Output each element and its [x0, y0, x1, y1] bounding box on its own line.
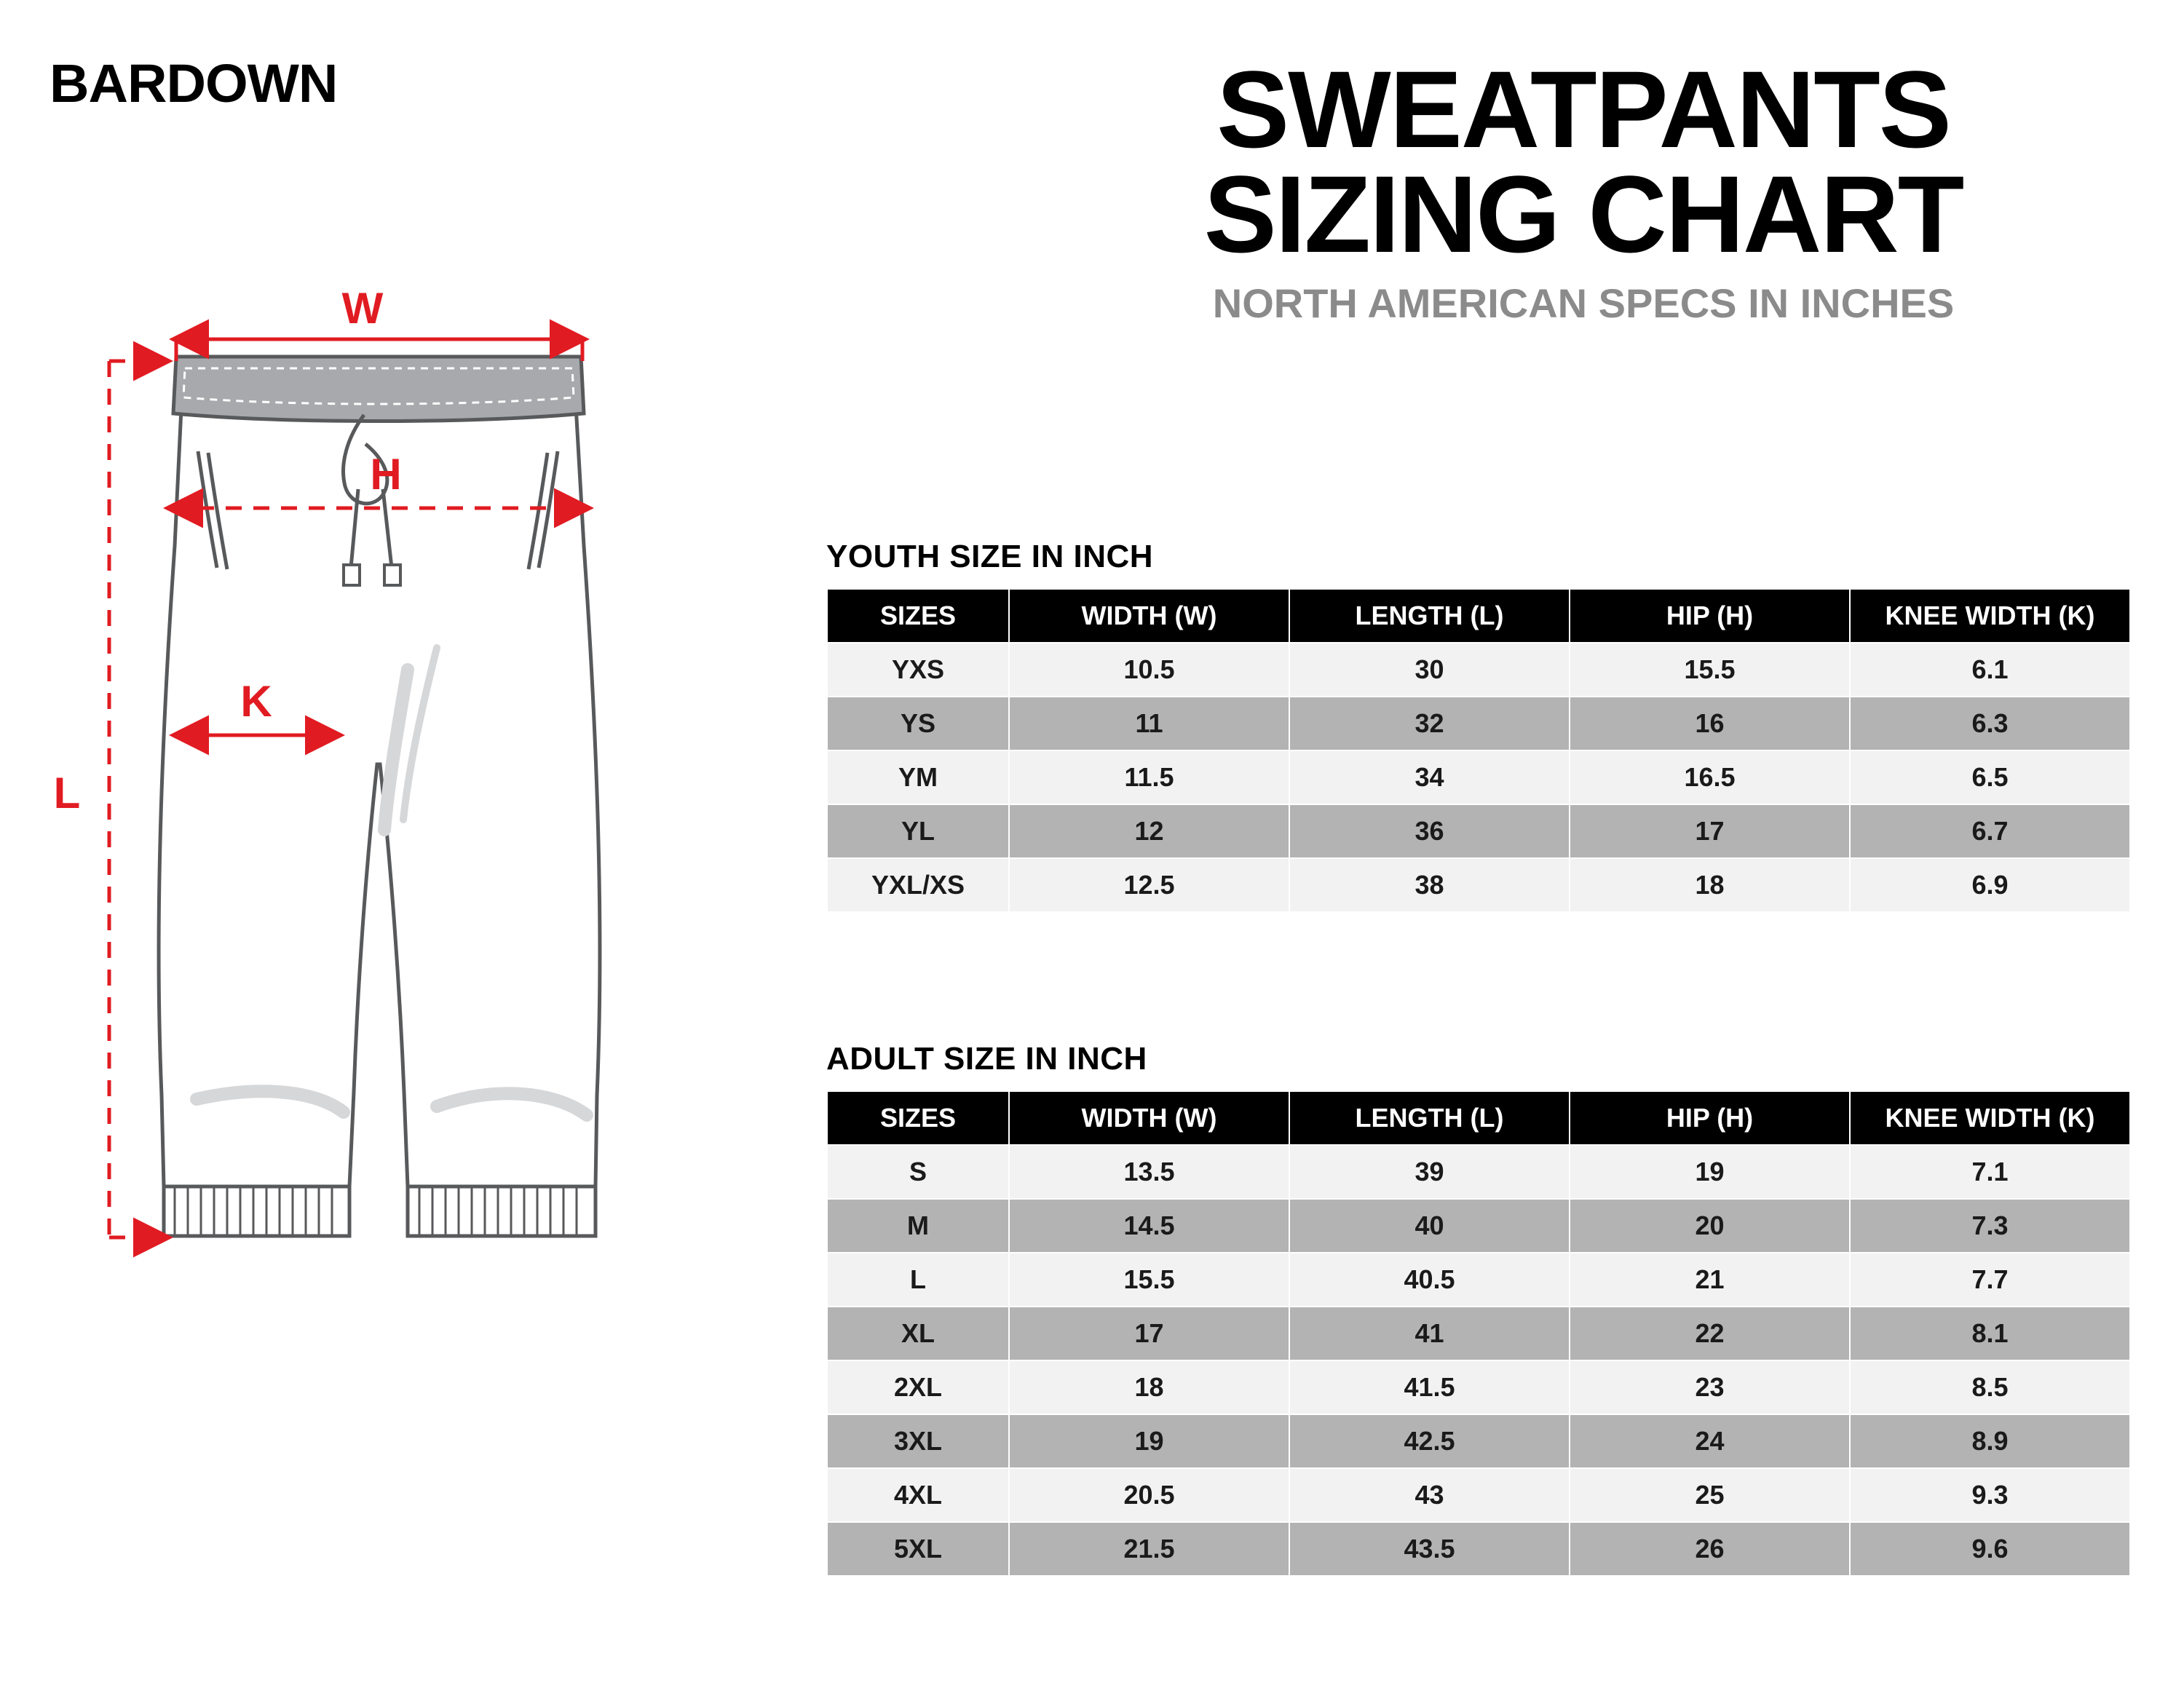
cell-length: 41: [1289, 1307, 1570, 1360]
table-row: [827, 697, 2130, 750]
adult-size-section: [826, 1041, 2129, 1577]
cell-length: 40: [1289, 1199, 1570, 1253]
page-subtitle: NORTH AMERICAN SPECS IN INCHES: [1212, 280, 1955, 326]
cell-knee: 8.9: [1850, 1414, 2130, 1468]
cell-width: 18: [1009, 1360, 1289, 1414]
cell-hip: 21: [1570, 1253, 1850, 1307]
table-row: [827, 1199, 2130, 1253]
column-header-width: WIDTH (W): [1009, 589, 1289, 643]
cell-size: YXL/XS: [827, 858, 1009, 912]
cell-length: 43.5: [1289, 1522, 1570, 1576]
cell-width: 11: [1009, 697, 1289, 750]
column-header-knee-width: KNEE WIDTH (K): [1850, 1091, 2130, 1145]
cell-hip: 18: [1570, 858, 1850, 912]
cell-size: 3XL: [827, 1414, 1009, 1468]
youth-size-table: [826, 588, 2131, 913]
table-header-row: [827, 589, 2130, 643]
cell-length: 36: [1289, 804, 1570, 858]
cell-hip: 19: [1570, 1145, 1850, 1199]
brand-logo: BARDOWN: [50, 53, 338, 114]
cell-width: 19: [1009, 1414, 1289, 1468]
cell-knee: 7.1: [1850, 1145, 2130, 1199]
cell-size: L: [827, 1253, 1009, 1307]
cell-hip: 23: [1570, 1360, 1850, 1414]
column-header-length: LENGTH (L): [1289, 589, 1570, 643]
label-width: W: [341, 284, 384, 333]
cell-hip: 16.5: [1570, 750, 1850, 804]
page-title-line-1: SWEATPANTS: [1216, 48, 1950, 170]
cell-length: 34: [1289, 750, 1570, 804]
sweatpants-diagram: [53, 284, 954, 1419]
cell-size: 5XL: [827, 1522, 1009, 1576]
cell-length: 43: [1289, 1468, 1570, 1522]
cell-knee: 6.9: [1850, 858, 2130, 912]
table-row: [827, 1253, 2130, 1307]
cell-knee: 7.7: [1850, 1253, 2130, 1307]
cell-size: M: [827, 1199, 1009, 1253]
cell-length: 32: [1289, 697, 1570, 750]
cell-width: 15.5: [1009, 1253, 1289, 1307]
table-row: [827, 858, 2130, 912]
cell-knee: 6.5: [1850, 750, 2130, 804]
cell-knee: 8.5: [1850, 1360, 2130, 1414]
youth-section-heading: YOUTH SIZE IN INCH: [826, 539, 1154, 574]
cell-knee: 9.3: [1850, 1468, 2130, 1522]
table-row: [827, 643, 2130, 697]
cell-width: 13.5: [1009, 1145, 1289, 1199]
cell-hip: 26: [1570, 1522, 1850, 1576]
page-title-line-2: SIZING CHART: [1203, 153, 1963, 275]
column-header-width: WIDTH (W): [1009, 1091, 1289, 1145]
column-header-sizes: SIZES: [827, 589, 1009, 643]
cell-length: 40.5: [1289, 1253, 1570, 1307]
table-row: [827, 1145, 2130, 1199]
adult-section-heading: ADULT SIZE IN INCH: [826, 1041, 1147, 1077]
cell-length: 39: [1289, 1145, 1570, 1199]
adult-size-table: [826, 1090, 2131, 1577]
table-row: [827, 1414, 2130, 1468]
cell-knee: 7.3: [1850, 1199, 2130, 1253]
cell-width: 21.5: [1009, 1522, 1289, 1576]
cell-size: 4XL: [827, 1468, 1009, 1522]
cell-size: YM: [827, 750, 1009, 804]
column-header-length: LENGTH (L): [1289, 1091, 1570, 1145]
table-row: [827, 804, 2130, 858]
table-row: [827, 1360, 2130, 1414]
cell-knee: 6.3: [1850, 697, 2130, 750]
cell-length: 30: [1289, 643, 1570, 697]
cell-hip: 16: [1570, 697, 1850, 750]
cell-hip: 20: [1570, 1199, 1850, 1253]
table-row: [827, 1307, 2130, 1360]
cell-length: 38: [1289, 858, 1570, 912]
cell-hip: 22: [1570, 1307, 1850, 1360]
cell-width: 11.5: [1009, 750, 1289, 804]
cell-width: 20.5: [1009, 1468, 1289, 1522]
column-header-knee-width: KNEE WIDTH (K): [1850, 589, 2130, 643]
cell-size: YL: [827, 804, 1009, 858]
column-header-hip: HIP (H): [1570, 589, 1850, 643]
label-hip: H: [370, 450, 402, 499]
cell-size: YS: [827, 697, 1009, 750]
cell-width: 14.5: [1009, 1199, 1289, 1253]
cell-knee: 6.7: [1850, 804, 2130, 858]
cell-knee: 6.1: [1850, 643, 2130, 697]
cell-width: 17: [1009, 1307, 1289, 1360]
page-header: [1041, 48, 2126, 327]
label-knee: K: [240, 677, 272, 726]
table-row: [827, 750, 2130, 804]
cell-size: YXS: [827, 643, 1009, 697]
column-header-sizes: SIZES: [827, 1091, 1009, 1145]
label-length: L: [53, 769, 81, 817]
table-row: [827, 1468, 2130, 1522]
cell-length: 42.5: [1289, 1414, 1570, 1468]
cell-size: S: [827, 1145, 1009, 1199]
table-header-row: [827, 1091, 2130, 1145]
cell-size: 2XL: [827, 1360, 1009, 1414]
cell-hip: 24: [1570, 1414, 1850, 1468]
cell-width: 10.5: [1009, 643, 1289, 697]
cell-size: XL: [827, 1307, 1009, 1360]
cell-width: 12.5: [1009, 858, 1289, 912]
cell-width: 12: [1009, 804, 1289, 858]
cell-hip: 17: [1570, 804, 1850, 858]
cell-hip: 25: [1570, 1468, 1850, 1522]
cell-knee: 8.1: [1850, 1307, 2130, 1360]
cell-hip: 15.5: [1570, 643, 1850, 697]
table-row: [827, 1522, 2130, 1576]
cell-length: 41.5: [1289, 1360, 1570, 1414]
column-header-hip: HIP (H): [1570, 1091, 1850, 1145]
youth-size-section: [826, 539, 2129, 913]
cell-knee: 9.6: [1850, 1522, 2130, 1576]
